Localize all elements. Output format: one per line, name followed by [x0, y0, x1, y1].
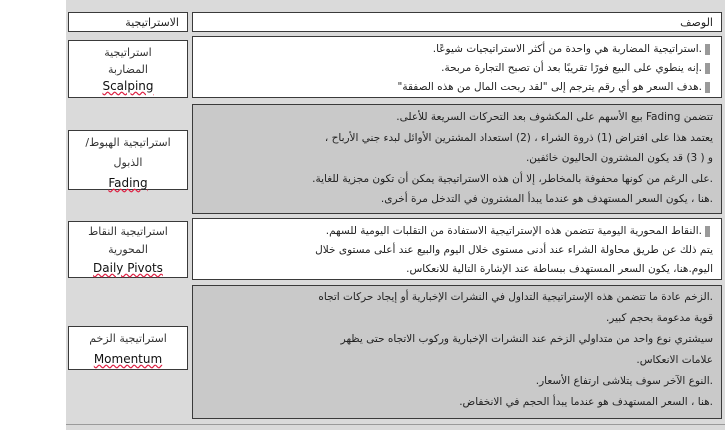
- description-cell-scalping: [192, 36, 722, 98]
- strategy-cell-fading: [68, 130, 188, 190]
- description-column-header: [192, 12, 722, 32]
- description-line: .الزخم عادة ما تتضمن هذه الإستراتيجية التداول في النشرات الإخبارية أو إيجاد حركات اتجاه: [318, 291, 713, 303]
- description-cell-momentum: [192, 285, 722, 419]
- description-line: .استراتيجية المضاربة هي واحدة من أكثر الاستراتيجيات شيوعًا.: [201, 40, 713, 59]
- strategy-name-ar: استراتيجية الهبوط/ الذبول: [85, 136, 171, 169]
- description-line: قوية مدعومة بحجم كبير.: [605, 312, 713, 324]
- description-line: .هنا ، يكون السعر المستهدف هو عندما يبدأ المشترون في التدخل مرة أخرى.: [380, 193, 713, 205]
- strategy-name-en: Daily Pivots: [93, 261, 163, 275]
- strategy-cell-momentum: [68, 326, 188, 370]
- strategy-name-en: Momentum: [93, 352, 163, 366]
- description-line: .على الرغم من كونها محفوفة بالمخاطر، إلا أن هذه الاستراتيجية يمكن أن تكون مجزية للغاية.: [312, 172, 713, 185]
- description-cell-daily-pivots: [192, 218, 722, 280]
- description-line: .هنا ، السعر المستهدف هو عندما يبدأ الحجم في الانخفاض.: [459, 396, 713, 408]
- strategy-column-title: الاستراتيجية: [125, 16, 179, 29]
- description-line: .النوع الآخر سوف يتلاشى ارتفاع الأسعار.: [535, 375, 713, 387]
- description-column-title: الوصف: [680, 16, 713, 29]
- strategy-name-ar: استراتيجية الزخم: [89, 332, 167, 345]
- description-line: تتضمن Fading بيع الأسهم على المكشوف بعد التحركات السريعة للأعلى.: [396, 111, 713, 123]
- description-line: .النقاط المحورية اليومية تتضمن هذه الإستراتيجية الاستفادة من التقلبات اليومية للسهم.: [201, 222, 713, 241]
- description-line: .هدف السعر هو أي رقم يترجم إلى "لقد ربحت المال من هذه الصفقة": [201, 78, 713, 97]
- description-line: يتم ذلك عن طريق محاولة الشراء عند أدنى مستوى خلال اليوم والبيع عند أعلى مستوى خلال: [315, 244, 713, 256]
- description-line: اليوم.هنا، يكون السعر المستهدف ببساطة عند الإشارة التالية للانعكاس.: [406, 263, 713, 275]
- description-cell-fading: [192, 104, 722, 214]
- description-line: .إنه ينطوي على البيع فورًا تقريبًا بعد أن تصبح التجارة مربحة.: [201, 59, 713, 78]
- paragraph-mark: [705, 82, 710, 93]
- description-line: علامات الانعكاس.: [636, 354, 713, 366]
- bottom-divider: [66, 424, 725, 425]
- strategy-cell-daily-pivots: [68, 221, 188, 278]
- paragraph-mark: [705, 63, 710, 74]
- strategy-name-en: Fading: [108, 176, 148, 190]
- description-line: يعتمد هذا على افتراض (1) ذروة الشراء ، (2) استعداد المشترين الأوائل لبدء جني الأرباح ،: [324, 131, 713, 144]
- strategy-name-ar: استراتيجية النقاط المحورية: [88, 225, 168, 256]
- document-page: [66, 0, 725, 430]
- paragraph-mark: [705, 44, 710, 55]
- description-line: سيشتري نوع واحد من متداولي الزخم عند النشرات الإخبارية وركوب الاتجاه حتى يظهر: [340, 333, 713, 345]
- paragraph-mark: [705, 226, 710, 237]
- description-line: و ( 3) قد يكون المشترون الحاليون خائفين.: [525, 152, 713, 164]
- strategy-name-ar: استراتيجية المضاربة: [104, 46, 152, 76]
- strategy-column-header: [68, 12, 188, 32]
- strategy-name-en: Scalping: [102, 79, 154, 93]
- strategy-cell-scalping: [68, 40, 188, 98]
